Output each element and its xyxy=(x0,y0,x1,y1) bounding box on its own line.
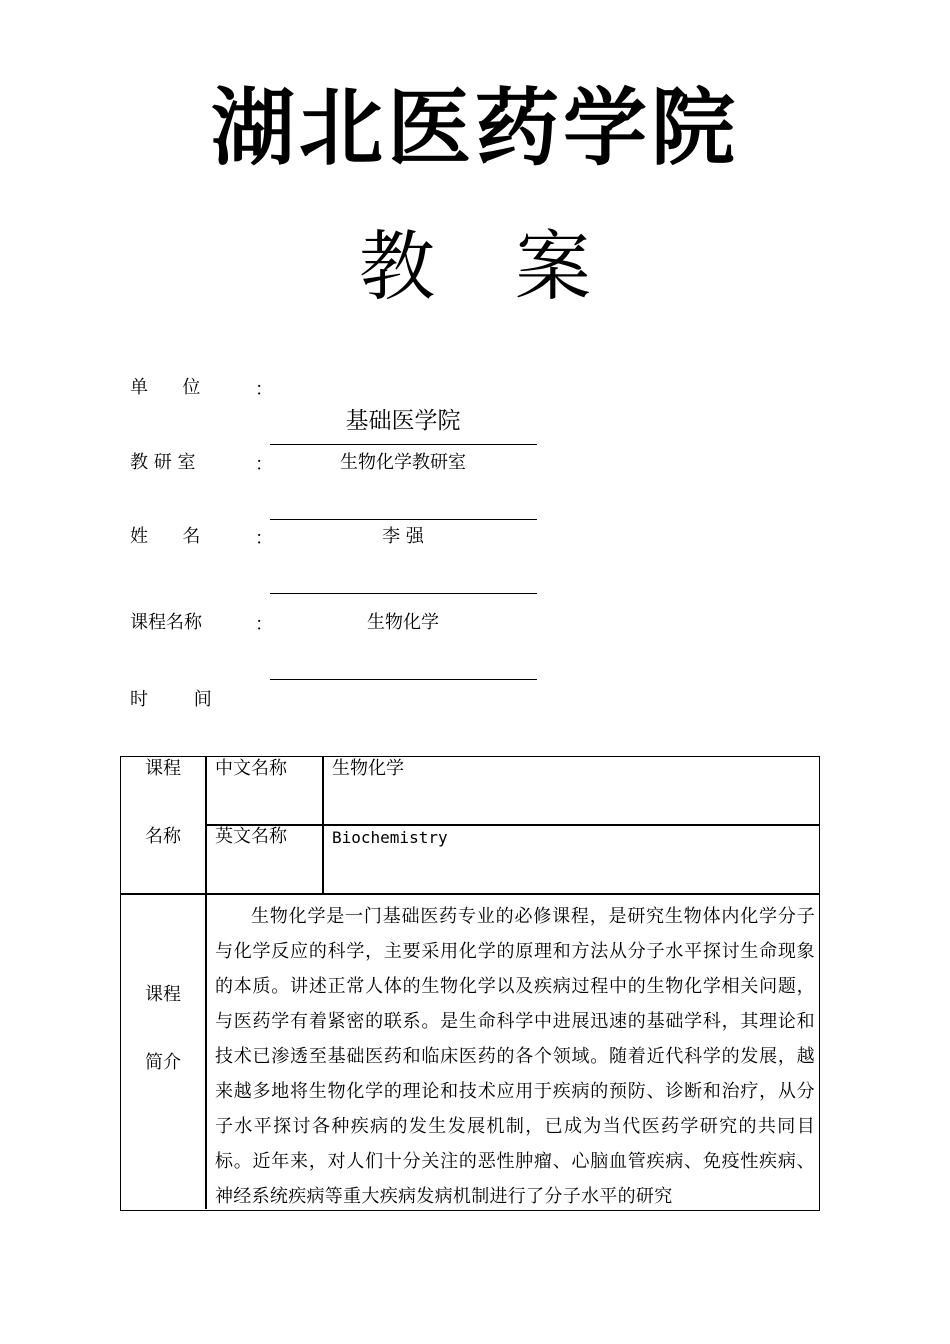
table-divider xyxy=(121,893,819,895)
en-name-value: Biochemistry xyxy=(332,828,448,847)
intro-header-1: 课程 xyxy=(145,984,181,1005)
unit-value: 基础医学院 xyxy=(345,408,461,434)
document-title-char-1: 教 xyxy=(359,222,435,311)
name-colon: ： xyxy=(255,528,273,549)
course-value: 生物化学 xyxy=(367,612,439,633)
unit-colon: ： xyxy=(255,379,273,400)
course-info-table xyxy=(120,756,820,1211)
document-title xyxy=(0,222,950,312)
cn-name-label: 中文名称 xyxy=(215,758,287,779)
course-underline xyxy=(270,679,537,680)
table-divider xyxy=(205,824,819,826)
time-label: 时 间 xyxy=(130,689,212,710)
dept-value: 生物化学教研室 xyxy=(340,452,466,473)
course-label: 课程名称 xyxy=(130,612,202,633)
course-intro-text: 生物化学是一门基础医药专业的必修课程，是研究生物体内化学分子与化学反应的科学，主要采用化学的原理和方法从分子水平探讨生命现象的本质。讲述正常人体的生物化学以及疾病过程中的生物化学相关问题，与医药学有着紧密的联系。是生命科学中进展迅速的基础学科，其理论和技术已渗透至基础医药和临床医药的各个领域。随着近代科学的发展，越来越多地将生物化学的理论和技术应用于疾病的预防、诊断和治疗，从分子水平探讨各种疾病的发生发展机制，已成为当代医药学研究的共同目标。近年来，对人们十分关注的恶性肿瘤、心脑血管疾病、免疫性疾病、神经系统疾病等重大疾病发病机制进行了分子水平的研究 xyxy=(215,906,815,1207)
dept-colon: ： xyxy=(255,454,273,475)
dept-label: 教 研 室 xyxy=(130,452,196,473)
cn-name-value: 生物化学 xyxy=(332,758,404,779)
name-value: 李 强 xyxy=(382,526,424,547)
course-name-header-1: 课程 xyxy=(145,758,181,779)
name-underline xyxy=(270,593,537,594)
school-name: 湖北医药学院 xyxy=(210,79,739,177)
unit-label: 单 位 xyxy=(130,377,201,398)
course-name-header-2: 名称 xyxy=(145,826,181,847)
unit-underline xyxy=(270,444,537,445)
intro-header-2: 简介 xyxy=(145,1052,181,1073)
course-colon: ： xyxy=(255,614,273,635)
dept-underline xyxy=(270,519,537,520)
document-title-char-2: 案 xyxy=(515,222,591,311)
en-name-label: 英文名称 xyxy=(215,826,287,847)
name-label: 姓 名 xyxy=(130,526,201,547)
